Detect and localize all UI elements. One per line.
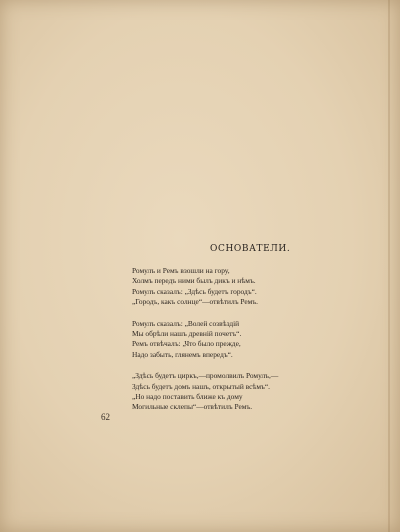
poem-line: Ромулъ сказалъ: „Здѣсь будетъ городъ“. — [132, 286, 257, 296]
page-number: 62 — [101, 412, 110, 422]
poem-line: Ромулъ сказалъ: „Волей созвѣздій — [132, 318, 240, 328]
poem-line: Ромулъ и Ремъ взошли на гору, — [132, 266, 230, 275]
poem-line: Могильные склепы“—отвѣтилъ Ремъ. — [132, 402, 253, 412]
poem-line: „Здѣсь будетъ циркъ,—промолвилъ Ромулъ,— — [132, 371, 279, 381]
poem-line: Холмъ передъ ними былъ дикъ и нѣмъ. — [132, 276, 256, 286]
stanza-3 — [132, 371, 278, 413]
poem-line: Надо забыть, глянемъ впередъ“. — [132, 349, 233, 359]
poem-line: Ремъ отвѣчалъ: „Что было прежде, — [132, 339, 241, 349]
poem-title: ОСНОВАТЕЛИ. — [210, 244, 291, 254]
stanza-2 — [132, 319, 278, 361]
poem-body — [132, 266, 278, 424]
page-fold-line — [388, 0, 390, 532]
poem-line: „Но надо поставить ближе къ дому — [132, 392, 243, 402]
poem-line: Здѣсь будетъ домъ нашъ, открытый всѣмъ“. — [132, 381, 270, 391]
poem-line: Мы обрѣли нашъ древній почетъ“. — [132, 329, 242, 339]
stanza-1 — [132, 266, 278, 308]
poem-line: „Городъ, какъ солнце“—отвѣтилъ Ремъ. — [132, 297, 259, 307]
